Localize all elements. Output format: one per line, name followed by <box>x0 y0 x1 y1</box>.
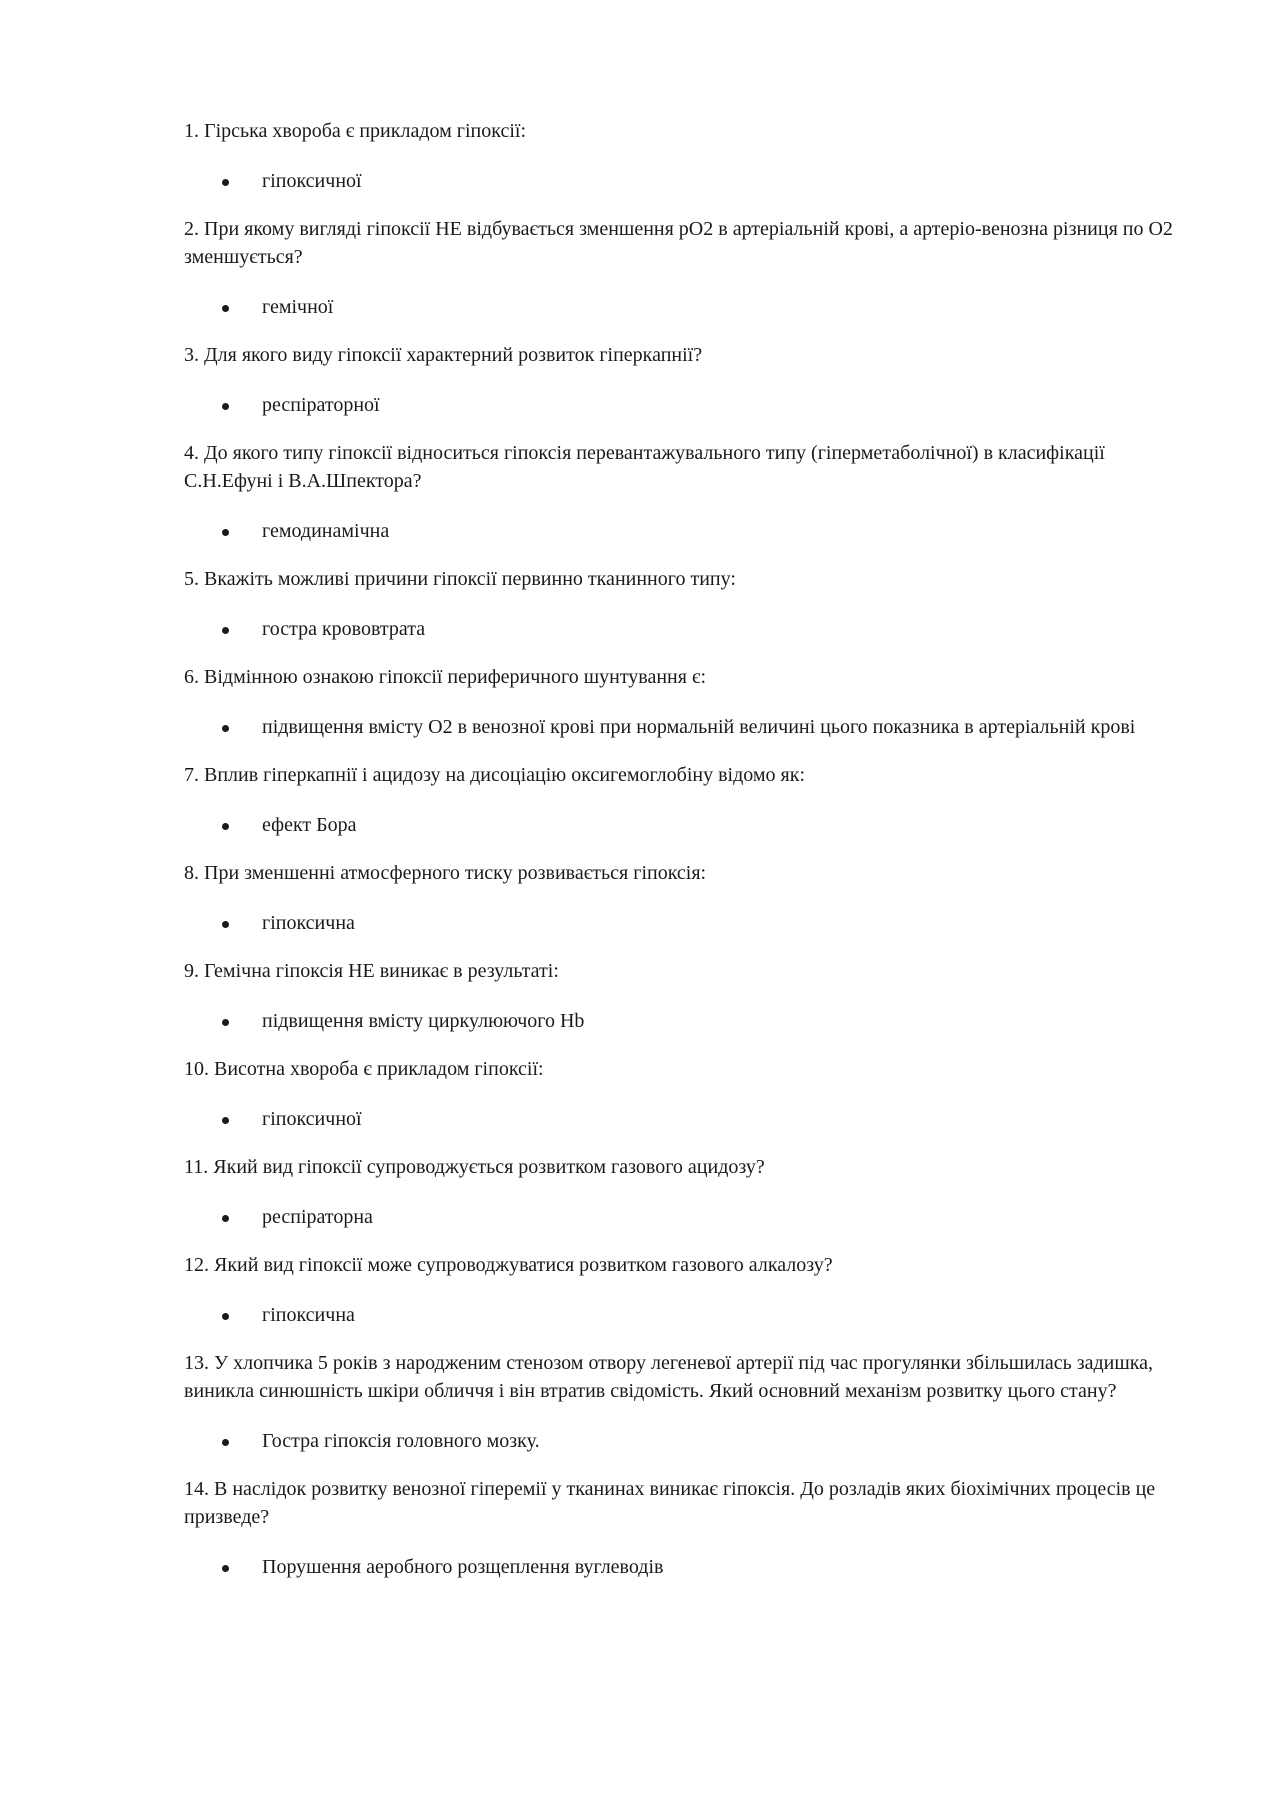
question-text: 7. Вплив гіперкапнії і ацидозу на дисоціацію оксигемоглобіну відомо як: <box>184 764 806 786</box>
question-block <box>184 859 1184 937</box>
answer-item <box>184 1553 1184 1581</box>
answer-list <box>184 615 1184 643</box>
question-block <box>184 1153 1184 1231</box>
answer-list <box>184 1007 1184 1035</box>
question-block <box>184 1251 1184 1329</box>
answer-list <box>184 1427 1184 1455</box>
answer-text: гемодинамічна <box>262 520 390 542</box>
bullet-icon <box>222 725 229 732</box>
question-text: 11. Який вид гіпоксії супроводжується розвитком газового ацидозу? <box>184 1156 765 1178</box>
bullet-icon <box>222 627 229 634</box>
question-block <box>184 1475 1184 1581</box>
question-block <box>184 957 1184 1035</box>
question-text: 6. Відмінною ознакою гіпоксії периферичного шунтування є: <box>184 666 707 688</box>
question-block <box>184 439 1184 545</box>
answer-text: гіпоксичної <box>262 1108 362 1130</box>
answer-list <box>184 909 1184 937</box>
answer-item <box>184 1007 1184 1035</box>
answer-item <box>184 517 1184 545</box>
answer-item <box>184 167 1184 195</box>
answer-list <box>184 811 1184 839</box>
bullet-icon <box>222 305 229 312</box>
question-text: 3. Для якого виду гіпоксії характерний розвиток гіперкапнії? <box>184 344 703 366</box>
bullet-icon <box>222 1313 229 1320</box>
document-page <box>184 117 1184 1601</box>
bullet-icon <box>222 921 229 928</box>
answer-text: гіпоксичної <box>262 170 362 192</box>
bullet-icon <box>222 1565 229 1572</box>
bullet-icon <box>222 1019 229 1026</box>
question-block <box>184 565 1184 643</box>
answer-item <box>184 713 1184 741</box>
answer-item <box>184 1203 1184 1231</box>
question-text: 12. Який вид гіпоксії може супроводжуватися розвитком газового алкалозу? <box>184 1254 833 1276</box>
answer-text: підвищення вмісту О2 в венозної крові при нормальній величині цього показника в артеріальній крові <box>262 716 1136 738</box>
answer-item <box>184 1301 1184 1329</box>
question-text: 5. Вкажіть можливі причини гіпоксії первинно тканинного типу: <box>184 568 736 590</box>
answer-text: підвищення вмісту циркулюючого Hb <box>262 1010 585 1032</box>
answer-list <box>184 1553 1184 1581</box>
answer-text: Гостра гіпоксія головного мозку. <box>262 1430 540 1452</box>
question-block <box>184 663 1184 741</box>
answer-item <box>184 615 1184 643</box>
question-block <box>184 215 1184 321</box>
question-text: 2. При якому вигляді гіпоксії НЕ відбувається зменшення pO2 в артеріальній крові, а артеріо-венозна різниця по О2 зменшується? <box>184 218 1173 268</box>
answer-item <box>184 293 1184 321</box>
bullet-icon <box>222 1215 229 1222</box>
bullet-icon <box>222 823 229 830</box>
question-block <box>184 1349 1184 1455</box>
question-text: 1. Гірська хвороба є прикладом гіпоксії: <box>184 120 527 142</box>
answer-list <box>184 713 1184 741</box>
answer-item <box>184 811 1184 839</box>
answer-text: респіраторної <box>262 394 380 416</box>
question-block <box>184 761 1184 839</box>
question-block <box>184 117 1184 195</box>
bullet-icon <box>222 1117 229 1124</box>
question-block <box>184 1055 1184 1133</box>
answer-list <box>184 1203 1184 1231</box>
answer-list <box>184 293 1184 321</box>
answer-text: ефект Бора <box>262 814 357 836</box>
bullet-icon <box>222 1439 229 1446</box>
answer-list <box>184 167 1184 195</box>
answer-item <box>184 1427 1184 1455</box>
answer-text: респіраторна <box>262 1206 373 1228</box>
question-text: 14. В наслідок розвитку венозної гіперемії у тканинах виникає гіпоксія. До розладів яких біохімічних процесів це призведе? <box>184 1478 1156 1528</box>
question-block <box>184 341 1184 419</box>
question-text: 9. Гемічна гіпоксія НЕ виникає в результаті: <box>184 960 559 982</box>
answer-list <box>184 391 1184 419</box>
question-text: 10. Висотна хвороба є прикладом гіпоксії: <box>184 1058 544 1080</box>
answer-list <box>184 1301 1184 1329</box>
bullet-icon <box>222 179 229 186</box>
answer-item <box>184 909 1184 937</box>
answer-list <box>184 517 1184 545</box>
answer-text: гемічної <box>262 296 334 318</box>
answer-text: гіпоксична <box>262 1304 355 1326</box>
answer-list <box>184 1105 1184 1133</box>
bullet-icon <box>222 403 229 410</box>
question-text: 13. У хлопчика 5 років з народженим стенозом отвору легеневої артерії під час прогулянки збільшилась задишка, виникла синюшність шкіри обличчя і він втратив свідомість. Який основний механізм розвитку цього стану? <box>184 1352 1154 1402</box>
bullet-icon <box>222 529 229 536</box>
answer-text: гостра крововтрата <box>262 618 426 640</box>
answer-text: Порушення аеробного розщеплення вуглеводів <box>262 1556 664 1578</box>
question-text: 4. До якого типу гіпоксії відноситься гіпоксія перевантажувального типу (гіперметаболічної) в класифікації С.Н.Ефуні і В.А.Шпектора? <box>184 442 1105 492</box>
answer-item <box>184 391 1184 419</box>
question-text: 8. При зменшенні атмосферного тиску розвивається гіпоксія: <box>184 862 707 884</box>
answer-item <box>184 1105 1184 1133</box>
answer-text: гіпоксична <box>262 912 355 934</box>
